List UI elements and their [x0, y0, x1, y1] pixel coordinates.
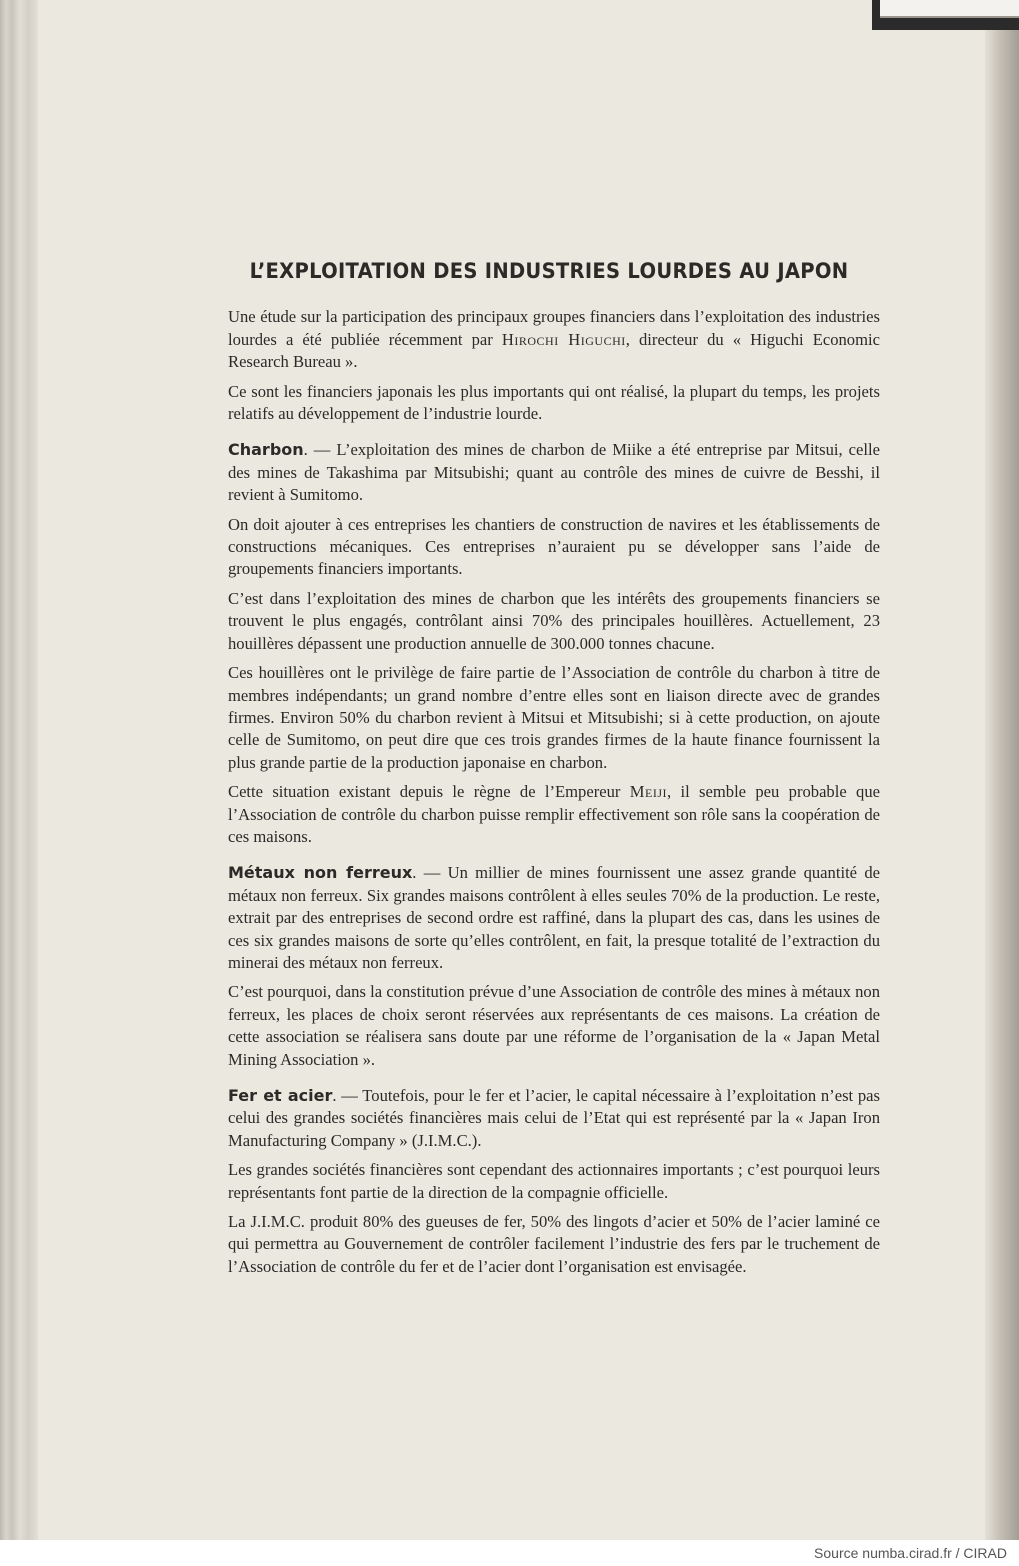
- charbon-paragraph-3: C’est dans l’exploitation des mines de charbon que les intérêts des groupements financiers se trouvent le plus engagés, contrôlant ainsi 70% des principales houillères. Actuellement, 23 houillères dépassent une production annuelle de 300.000 tonnes chacune.: [228, 588, 880, 653]
- metaux-heading: Métaux non ferreux: [228, 863, 413, 883]
- intro-text-b: , directeur du « Higuchi Economic Research Bureau ».: [228, 329, 880, 372]
- fer-text-1: . — Toutefois, pour le fer et l’acier, le capital nécessaire à l’exploitation n’est pas celui des grandes sociétés financières mais celui de l’Etat qui est représenté par la « Japan Iron Manufacturing Company » (J.I.M.C.).: [228, 1086, 880, 1150]
- page-stack-right-edge: [985, 0, 1019, 1540]
- fer-paragraph-1: [228, 1085, 880, 1152]
- article-title: L’EXPLOITATION DES INDUSTRIES LOURDES AU JAPON: [249, 259, 849, 283]
- charbon-paragraph-1: [228, 439, 880, 506]
- charbon-paragraph-4: Ces houillères ont le privilège de faire partie de l’Association de contrôle du charbon à titre de membres indépendants; un grand nombre d’entre elles sont en liaison directe avec de grandes firmes. Environ 50% du charbon revient à Mitsui et Mitsubishi; si à cette production, on ajoute celle de Sumitomo, on peut dire que ces trois grandes firmes de la haute finance fournissent la plus grande partie de la production japonaise en charbon.: [228, 663, 880, 772]
- metaux-paragraph-2: C’est pourquoi, dans la constitution prévue d’une Association de contrôle des mines à métaux non ferreux, les places de choix seront réservées aux représentants de ces maisons. La création de cette association se réalisera sans doute par une réforme de l’organisation de la « Japan Metal Mining Association ».: [228, 982, 880, 1069]
- article: [228, 260, 880, 1285]
- metaux-paragraph-1: [228, 862, 880, 974]
- fer-paragraph-2: Les grandes sociétés financières sont cependant des actionnaires importants ; c’est pourquoi leurs représentants font partie de la direction de la compagnie officielle.: [228, 1160, 880, 1202]
- emperor-name: Meiji: [629, 782, 668, 802]
- fer-heading: Fer et acier: [228, 1086, 333, 1105]
- charbon-text-1: . — L’exploitation des mines de charbon de Miike a été entreprise par Mitsui, celle des mines de Takashima par Mitsubishi; quant au contrôle des mines de cuivre de Besshi, il revient à Sumitomo.: [228, 440, 880, 505]
- charbon-paragraph-5: [228, 781, 880, 848]
- fer-paragraph-3: La J.I.M.C. produit 80% des gueuses de fer, 50% des lingots d’acier et 50% de l’acier laminé ce qui permettra au Gouvernement de contrôler facilement l’industrie des fers par le truchement de l’Association de contrôle du fer et de l’acier dont l’organisation est envisagée.: [228, 1212, 880, 1276]
- author-name: Hirochi Higuchi: [501, 329, 626, 349]
- charbon-text-5b: , il semble peu probable que l’Association de contrôle du charbon puisse remplir effectivement son rôle sans la coopération de ces maisons.: [228, 782, 880, 846]
- page-stack-left-edge: [0, 0, 40, 1540]
- charbon-text-5a: Cette situation existant depuis le règne de l’Empereur: [228, 782, 630, 802]
- charbon-paragraph-2: On doit ajouter à ces entreprises les chantiers de construction de navires et les établissements de constructions mécaniques. Ces entreprises n’auraient pu se développer sans l’aide de groupements financiers importants.: [228, 514, 880, 579]
- source-credit: Source numba.cirad.fr / CIRAD: [814, 1545, 1007, 1561]
- scan-corner-shadow: [872, 0, 1019, 30]
- charbon-heading: Charbon: [228, 440, 304, 460]
- intro-text-a: Une étude sur la participation des principaux groupes financiers dans l’exploitation des industries lourdes a été publiée récemment par: [228, 307, 880, 349]
- metaux-text-1: . — Un millier de mines fournissent une assez grande quantité de métaux non ferreux. Six grandes maisons contrôlent à elles seules 70% de la production. Le reste, extrait par des entreprises de second ordre est raffiné, dans la plupart des cas, dans les usines de ces six grandes maisons de sorte qu’elles contrôlent, en fait, la presque totalité de l’extraction du minerai des métaux non ferreux.: [228, 863, 880, 972]
- intro-paragraph-2: Ce sont les financiers japonais les plus importants qui ont réalisé, la plupart du temps, les projets relatifs au développement de l’industrie lourde.: [228, 381, 880, 424]
- next-page-tab: [880, 0, 1019, 18]
- intro-paragraph-1: [228, 306, 880, 373]
